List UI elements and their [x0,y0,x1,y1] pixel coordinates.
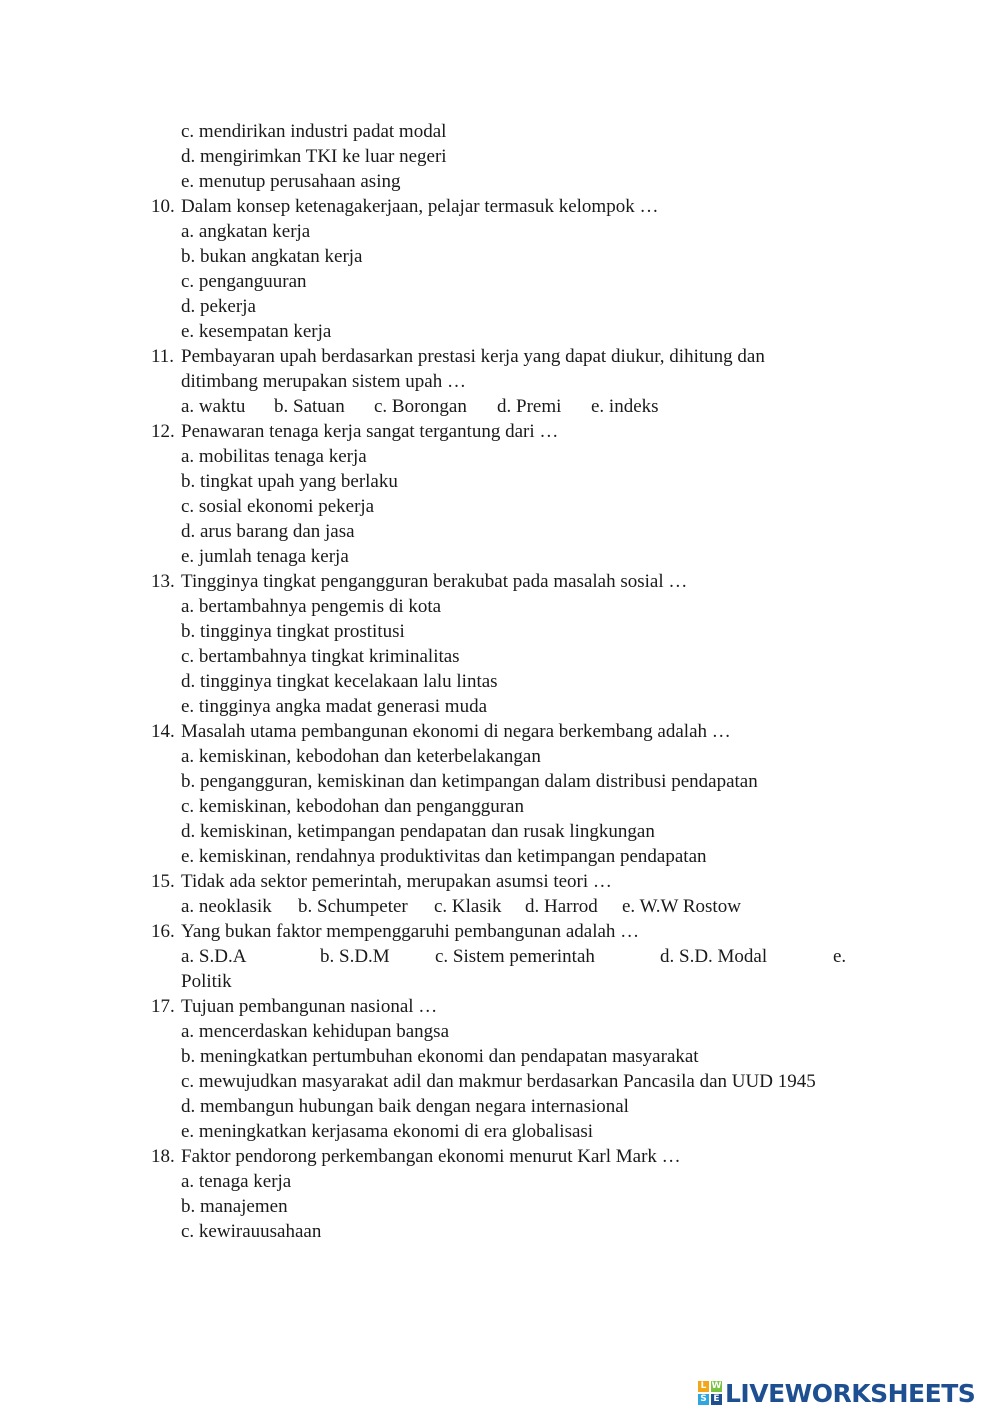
q11-option-c: c. Borongan [374,396,467,417]
question-10 [151,194,658,219]
q15-option-c: c. Klasik [434,896,502,917]
q13-option-e: e. tingginya angka madat generasi muda [181,696,488,717]
q10-option-b: b. bukan angkatan kerja [181,246,363,267]
logo-mark-icon [698,1381,722,1405]
q12-option-d: d. arus barang dan jasa [181,521,355,542]
question-text: Tujuan pembangunan nasional … [181,996,438,1017]
question-text: Masalah utama pembangunan ekonomi di negara berkembang adalah … [181,721,731,742]
q14-option-b: b. pengangguran, kemiskinan dan ketimpangan dalam distribusi pendapatan [181,771,758,792]
question-11-text-line2: ditimbang merupakan sistem upah … [181,371,466,392]
q16-option-d: d. S.D. Modal [660,946,768,967]
q12-option-b: b. tingkat upah yang berlaku [181,471,398,492]
logo-mark-tile: L [698,1381,709,1392]
q18-option-c: c. kewirauusahaan [181,1221,322,1242]
q12-option-a: a. mobilitas tenaga kerja [181,446,367,467]
question-number: 18. [151,1146,175,1167]
q13-option-b: b. tingginya tingkat prostitusi [181,621,405,642]
q16-option-b: b. S.D.M [320,946,390,967]
q17-option-a: a. mencerdaskan kehidupan bangsa [181,1021,450,1042]
question-text: Tingginya tingkat pengangguran berakubat pada masalah sosial … [181,571,688,592]
question-18 [151,1144,681,1169]
q10-option-c: c. penganguuran [181,271,307,292]
question-12 [151,419,558,444]
q17-option-d: d. membangun hubungan baik dengan negara internasional [181,1096,629,1117]
question-text: Tidak ada sektor pemerintah, merupakan asumsi teori … [181,871,612,892]
question-number: 13. [151,571,175,592]
q14-option-d: d. kemiskinan, ketimpangan pendapatan dan rusak lingkungan [181,821,655,842]
q10-option-a: a. angkatan kerja [181,221,311,242]
q14-option-c: c. kemiskinan, kebodohan dan pengangguran [181,796,524,817]
q11-option-a: a. waktu [181,396,246,417]
q12-option-c: c. sosial ekonomi pekerja [181,496,375,517]
logo-text: LIVEWORKSHEETS [725,1378,976,1408]
liveworksheets-logo[interactable] [698,1376,975,1410]
q15-option-d: d. Harrod [525,896,598,917]
q16-option-c: c. Sistem pemerintah [435,946,595,967]
question-number: 12. [151,421,175,442]
q17-option-e: e. meningkatkan kerjasama ekonomi di era globalisasi [181,1121,594,1142]
q15-option-b: b. Schumpeter [298,896,408,917]
question-13 [151,569,687,594]
question-17 [151,994,437,1019]
q13-option-c: c. bertambahnya tingkat kriminalitas [181,646,460,667]
q9-option-d: d. mengirimkan TKI ke luar negeri [181,146,447,167]
logo-mark-tile: S [698,1394,709,1405]
question-number: 17. [151,996,175,1017]
q11-option-b: b. Satuan [274,396,345,417]
q18-option-a: a. tenaga kerja [181,1171,292,1192]
question-number: 10. [151,196,175,217]
q16-option-e: e. [833,946,847,967]
question-text: Penawaran tenaga kerja sangat tergantung dari … [181,421,559,442]
logo-mark-tile: W [711,1381,722,1391]
q11-option-e: e. indeks [591,396,659,417]
q12-option-e: e. jumlah tenaga kerja [181,546,349,567]
question-number: 14. [151,721,175,742]
q10-option-d: d. pekerja [181,296,256,317]
q13-option-d: d. tingginya tingkat kecelakaan lalu lintas [181,671,498,692]
question-number: 16. [151,921,175,942]
q11-option-d: d. Premi [497,396,562,417]
q14-option-a: a. kemiskinan, kebodohan dan keterbelakangan [181,746,541,767]
q18-option-b: b. manajemen [181,1196,288,1217]
q15-option-a: a. neoklasik [181,896,272,917]
question-text: Faktor pendorong perkembangan ekonomi menurut Karl Mark … [181,1146,681,1167]
q9-option-e: e. menutup perusahaan asing [181,171,401,192]
question-number: 11. [151,346,175,367]
q15-option-e: e. W.W Rostow [622,896,741,917]
q17-option-c: c. mewujudkan masyarakat adil dan makmur berdasarkan Pancasila dan UUD 1945 [181,1071,816,1092]
question-text: Pembayaran upah berdasarkan prestasi kerja yang dapat diukur, dihitung dan [181,346,765,367]
question-16 [151,919,639,944]
question-number: 15. [151,871,175,892]
q14-option-e: e. kemiskinan, rendahnya produktivitas dan ketimpangan pendapatan [181,846,707,867]
question-14 [151,719,731,744]
q16-option-a: a. S.D.A [181,946,247,967]
question-text: Dalam konsep ketenagakerjaan, pelajar termasuk kelompok … [181,196,659,217]
q13-option-a: a. bertambahnya pengemis di kota [181,596,442,617]
q10-option-e: e. kesempatan kerja [181,321,332,342]
q17-option-b: b. meningkatkan pertumbuhan ekonomi dan pendapatan masyarakat [181,1046,699,1067]
question-11 [151,344,765,369]
question-text: Yang bukan faktor mempenggaruhi pembangunan adalah … [181,921,640,942]
question-15 [151,869,612,894]
q16-option-e-text: Politik [181,971,232,992]
logo-mark-tile: E [711,1394,722,1405]
q9-option-c: c. mendirikan industri padat modal [181,121,447,142]
